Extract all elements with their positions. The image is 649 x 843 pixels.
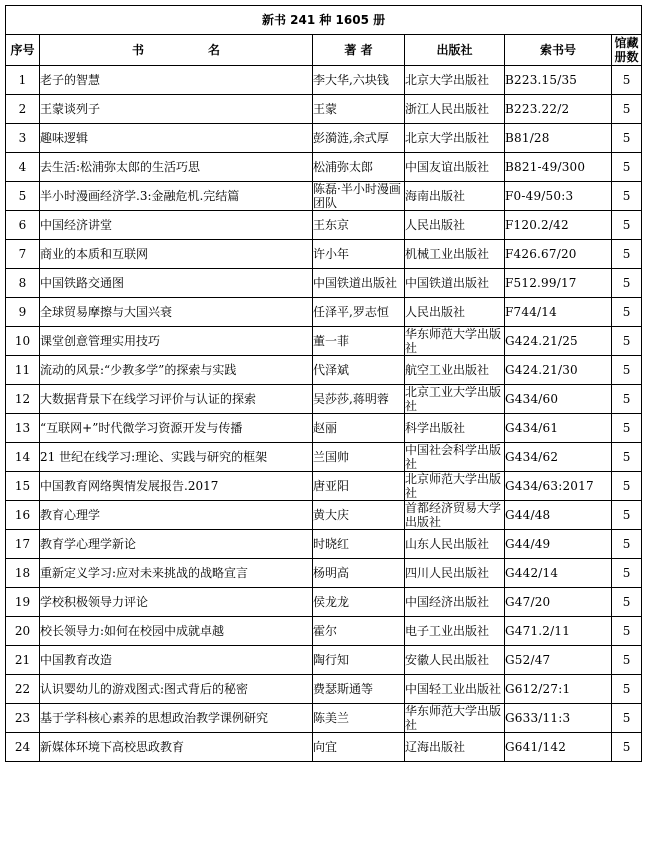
new-books-table	[5, 5, 642, 762]
cell-title: 教育学心理学新论	[40, 530, 313, 559]
cell-publisher: 北京大学出版社	[405, 124, 505, 153]
cell-stock: 5	[612, 124, 642, 153]
cell-no: 7	[6, 240, 40, 269]
cell-no: 14	[6, 443, 40, 472]
cell-stock: 5	[612, 327, 642, 356]
table-row	[6, 530, 642, 559]
cell-title: 新媒体环境下高校思政教育	[40, 733, 313, 762]
cell-stock: 5	[612, 704, 642, 733]
cell-author: 陶行知	[313, 646, 405, 675]
cell-author: 王东京	[313, 211, 405, 240]
cell-author: 向宜	[313, 733, 405, 762]
cell-title: 21 世纪在线学习:理论、实践与研究的框架	[40, 443, 313, 472]
table-row	[6, 646, 642, 675]
cell-call-number: G641/142	[505, 733, 612, 762]
table-row	[6, 182, 642, 211]
cell-stock: 5	[612, 472, 642, 501]
cell-call-number: G471.2/11	[505, 617, 612, 646]
cell-publisher: 北京工业大学出版社	[405, 385, 505, 414]
table-row	[6, 617, 642, 646]
cell-publisher: 华东师范大学出版社	[405, 327, 505, 356]
table-row	[6, 327, 642, 356]
cell-stock: 5	[612, 153, 642, 182]
cell-title: 商业的本质和互联网	[40, 240, 313, 269]
table-row	[6, 414, 642, 443]
cell-title: 教育心理学	[40, 501, 313, 530]
cell-call-number: G434/62	[505, 443, 612, 472]
cell-no: 22	[6, 675, 40, 704]
cell-stock: 5	[612, 182, 642, 211]
cell-title: 中国教育网络舆情发展报告.2017	[40, 472, 313, 501]
cell-publisher: 机械工业出版社	[405, 240, 505, 269]
cell-stock: 5	[612, 298, 642, 327]
cell-author: 代泽斌	[313, 356, 405, 385]
cell-call-number: G633/11:3	[505, 704, 612, 733]
cell-stock: 5	[612, 617, 642, 646]
cell-no: 13	[6, 414, 40, 443]
table-row	[6, 704, 642, 733]
cell-stock: 5	[612, 501, 642, 530]
cell-title: 半小时漫画经济学.3:金融危机.完结篇	[40, 182, 313, 211]
cell-no: 10	[6, 327, 40, 356]
cell-stock: 5	[612, 443, 642, 472]
cell-title: 全球贸易摩擦与大国兴衰	[40, 298, 313, 327]
cell-stock: 5	[612, 646, 642, 675]
cell-title: 中国教育改造	[40, 646, 313, 675]
cell-author: 彭漪涟,余式厚	[313, 124, 405, 153]
cell-stock: 5	[612, 588, 642, 617]
cell-call-number: G52/47	[505, 646, 612, 675]
cell-publisher: 四川人民出版社	[405, 559, 505, 588]
table-row	[6, 501, 642, 530]
cell-author: 霍尔	[313, 617, 405, 646]
cell-no: 3	[6, 124, 40, 153]
cell-publisher: 首都经济贸易大学出版社	[405, 501, 505, 530]
cell-title: 重新定义学习:应对未来挑战的战略宣言	[40, 559, 313, 588]
cell-title: “互联网+”时代微学习资源开发与传播	[40, 414, 313, 443]
cell-no: 11	[6, 356, 40, 385]
cell-call-number: F744/14	[505, 298, 612, 327]
document-page	[5, 5, 641, 762]
cell-publisher: 北京师范大学出版社	[405, 472, 505, 501]
cell-no: 20	[6, 617, 40, 646]
cell-stock: 5	[612, 414, 642, 443]
cell-call-number: B223.15/35	[505, 66, 612, 95]
table-row	[6, 153, 642, 182]
cell-author: 时晓红	[313, 530, 405, 559]
cell-no: 17	[6, 530, 40, 559]
cell-publisher: 电子工业出版社	[405, 617, 505, 646]
cell-stock: 5	[612, 356, 642, 385]
cell-stock: 5	[612, 240, 642, 269]
cell-call-number: B81/28	[505, 124, 612, 153]
header-author: 著 者	[313, 35, 405, 66]
cell-call-number: G434/63:2017	[505, 472, 612, 501]
cell-publisher: 辽海出版社	[405, 733, 505, 762]
cell-title: 校长领导力:如何在校园中成就卓越	[40, 617, 313, 646]
cell-call-number: F0-49/50:3	[505, 182, 612, 211]
table-row	[6, 240, 642, 269]
cell-stock: 5	[612, 385, 642, 414]
table-row	[6, 385, 642, 414]
table-row	[6, 269, 642, 298]
cell-call-number: G47/20	[505, 588, 612, 617]
cell-stock: 5	[612, 66, 642, 95]
cell-stock: 5	[612, 559, 642, 588]
table-row	[6, 588, 642, 617]
cell-no: 2	[6, 95, 40, 124]
cell-title: 中国经济讲堂	[40, 211, 313, 240]
cell-call-number: G612/27:1	[505, 675, 612, 704]
cell-author: 黄大庆	[313, 501, 405, 530]
table-row	[6, 124, 642, 153]
cell-author: 王蒙	[313, 95, 405, 124]
cell-call-number: G442/14	[505, 559, 612, 588]
header-call-number: 索书号	[505, 35, 612, 66]
cell-publisher: 海南出版社	[405, 182, 505, 211]
cell-author: 陈磊·半小时漫画团队	[313, 182, 405, 211]
cell-author: 陈美兰	[313, 704, 405, 733]
table-row	[6, 356, 642, 385]
header-no: 序号	[6, 35, 40, 66]
cell-author: 唐亚阳	[313, 472, 405, 501]
table-row	[6, 298, 642, 327]
cell-title: 流动的风景:“少教多学”的探索与实践	[40, 356, 313, 385]
cell-stock: 5	[612, 211, 642, 240]
table-row	[6, 675, 642, 704]
cell-no: 5	[6, 182, 40, 211]
cell-title: 中国铁路交通图	[40, 269, 313, 298]
cell-call-number: G44/49	[505, 530, 612, 559]
table-row	[6, 443, 642, 472]
cell-stock: 5	[612, 733, 642, 762]
header-title-part2: 名	[208, 43, 221, 57]
cell-publisher: 人民出版社	[405, 211, 505, 240]
cell-author: 董一菲	[313, 327, 405, 356]
cell-call-number: G434/61	[505, 414, 612, 443]
cell-publisher: 山东人民出版社	[405, 530, 505, 559]
cell-no: 9	[6, 298, 40, 327]
header-stock: 馆藏册数	[612, 35, 642, 66]
table-row	[6, 211, 642, 240]
cell-title: 认识婴幼儿的游戏图式:图式背后的秘密	[40, 675, 313, 704]
cell-publisher: 中国社会科学出版社	[405, 443, 505, 472]
cell-publisher: 航空工业出版社	[405, 356, 505, 385]
cell-publisher: 安徽人民出版社	[405, 646, 505, 675]
cell-call-number: G424.21/25	[505, 327, 612, 356]
cell-stock: 5	[612, 675, 642, 704]
cell-no: 21	[6, 646, 40, 675]
cell-author: 费瑟斯通等	[313, 675, 405, 704]
cell-author: 吴莎莎,蒋明蓉	[313, 385, 405, 414]
table-title: 新书 241 种 1605 册	[6, 6, 642, 35]
cell-publisher: 华东师范大学出版社	[405, 704, 505, 733]
cell-stock: 5	[612, 269, 642, 298]
cell-title: 趣味逻辑	[40, 124, 313, 153]
cell-no: 23	[6, 704, 40, 733]
cell-author: 侯龙龙	[313, 588, 405, 617]
cell-publisher: 人民出版社	[405, 298, 505, 327]
cell-author: 中国铁道出版社	[313, 269, 405, 298]
cell-title: 基于学科核心素养的思想政治教学课例研究	[40, 704, 313, 733]
cell-no: 1	[6, 66, 40, 95]
cell-author: 许小年	[313, 240, 405, 269]
cell-no: 12	[6, 385, 40, 414]
table-row	[6, 733, 642, 762]
table-row	[6, 472, 642, 501]
cell-publisher: 中国轻工业出版社	[405, 675, 505, 704]
cell-author: 赵丽	[313, 414, 405, 443]
cell-title: 学校积极领导力评论	[40, 588, 313, 617]
cell-author: 杨明高	[313, 559, 405, 588]
cell-call-number: F426.67/20	[505, 240, 612, 269]
cell-call-number: G424.21/30	[505, 356, 612, 385]
cell-no: 8	[6, 269, 40, 298]
cell-author: 兰国帅	[313, 443, 405, 472]
cell-call-number: F512.99/17	[505, 269, 612, 298]
cell-publisher: 浙江人民出版社	[405, 95, 505, 124]
header-title	[40, 35, 313, 66]
header-title-part1: 书	[131, 43, 144, 57]
cell-author: 松浦弥太郎	[313, 153, 405, 182]
cell-title: 老子的智慧	[40, 66, 313, 95]
table-row	[6, 559, 642, 588]
cell-publisher: 北京大学出版社	[405, 66, 505, 95]
cell-title: 大数据背景下在线学习评价与认证的探索	[40, 385, 313, 414]
cell-call-number: G434/60	[505, 385, 612, 414]
table-header-row	[6, 35, 642, 66]
cell-title: 去生活:松浦弥太郎的生活巧思	[40, 153, 313, 182]
cell-title: 课堂创意管理实用技巧	[40, 327, 313, 356]
cell-no: 19	[6, 588, 40, 617]
cell-call-number: G44/48	[505, 501, 612, 530]
cell-no: 16	[6, 501, 40, 530]
cell-publisher: 中国友谊出版社	[405, 153, 505, 182]
table-row	[6, 66, 642, 95]
cell-author: 任泽平,罗志恒	[313, 298, 405, 327]
header-publisher: 出版社	[405, 35, 505, 66]
cell-author: 李大华,六块钱	[313, 66, 405, 95]
table-row	[6, 95, 642, 124]
cell-publisher: 科学出版社	[405, 414, 505, 443]
cell-no: 18	[6, 559, 40, 588]
cell-stock: 5	[612, 95, 642, 124]
cell-title: 王蒙谈列子	[40, 95, 313, 124]
cell-no: 4	[6, 153, 40, 182]
cell-publisher: 中国经济出版社	[405, 588, 505, 617]
table-title-row	[6, 6, 642, 35]
cell-stock: 5	[612, 530, 642, 559]
cell-publisher: 中国铁道出版社	[405, 269, 505, 298]
cell-no: 24	[6, 733, 40, 762]
cell-no: 15	[6, 472, 40, 501]
cell-call-number: B223.22/2	[505, 95, 612, 124]
cell-call-number: B821-49/300	[505, 153, 612, 182]
cell-call-number: F120.2/42	[505, 211, 612, 240]
cell-no: 6	[6, 211, 40, 240]
